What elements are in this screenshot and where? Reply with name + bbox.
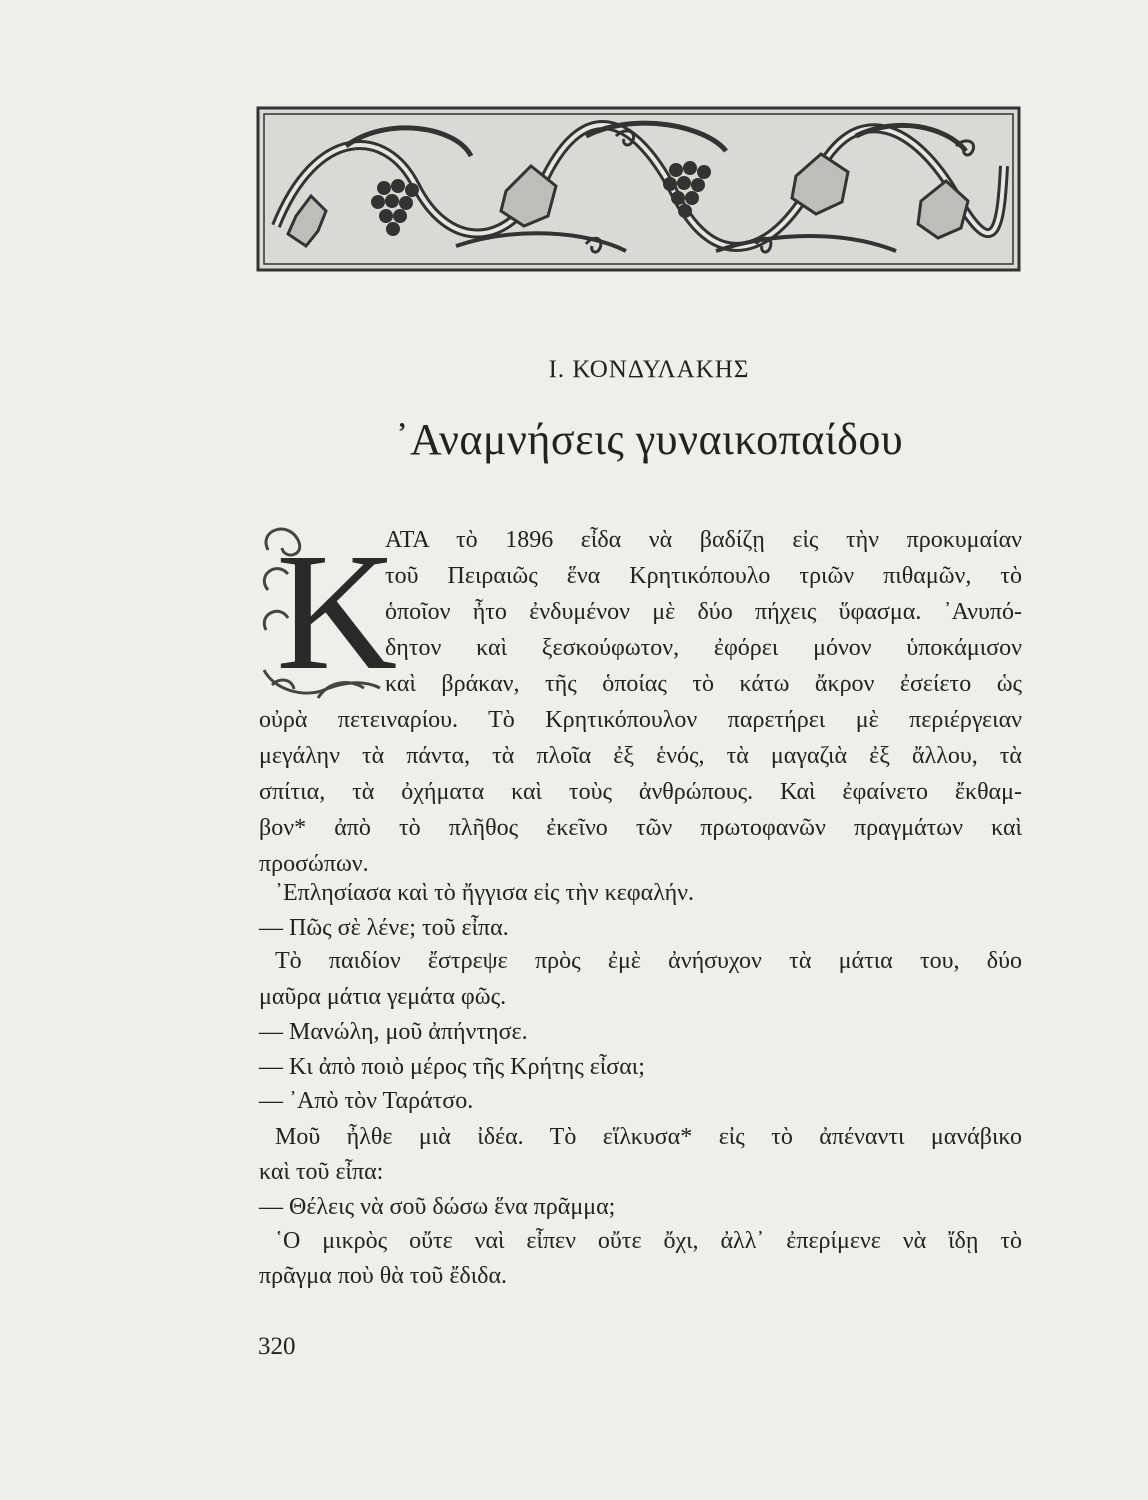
- body-line: Μοῦ ἦλθε μιὰ ἰδέα. Τὸ εἵλκυσα* εἰς τὸ ἀπέναντι μανάβικο: [275, 1124, 1022, 1150]
- vine-ornament-header: [256, 106, 1021, 272]
- body-line: ῾Ο μικρὸς οὔτε ναὶ εἶπεν οὔτε ὄχι, ἀλλ᾿ ἐπερίμενε νὰ ἴδῃ τὸ: [275, 1228, 1022, 1254]
- body-line: ὁποῖον ἦτο ἐνδυμένον μὲ δύο πήχεις ὕφασμα. ᾿Ανυπό-: [385, 599, 1022, 625]
- author-name: Ι. ΚΟΝΔΥΛΑΚΗΣ: [548, 356, 750, 383]
- body-line: — Κι ἀπὸ ποιὸ μέρος τῆς Κρήτης εἶσαι;: [259, 1054, 645, 1080]
- body-line: δητον καὶ ξεσκούφωτον, ἐφόρει μόνον ὑποκάμισον: [385, 635, 1022, 661]
- body-line: μαῦρα μάτια γεμάτα φῶς.: [259, 984, 507, 1010]
- body-line: — Πῶς σὲ λένε; τοῦ εἶπα.: [259, 915, 509, 941]
- body-line: βον* ἀπὸ τὸ πλῆθος ἐκεῖνο τῶν πρωτοφανῶν πραγμάτων καὶ: [259, 815, 1022, 841]
- body-line: οὐρὰ πετειναρίου. Τὸ Κρητικόπουλον παρετήρει μὲ περιέργειαν: [259, 707, 1022, 733]
- story-title: ᾿Αναμνήσεις γυναικοπαίδου: [394, 415, 904, 464]
- body-line: Τὸ παιδίον ἔστρεψε πρὸς ἐμὲ ἀνήσυχον τὰ μάτια του, δύο: [275, 948, 1022, 974]
- body-line: καὶ βράκαν, τῆς ὁποίας τὸ κάτω ἄκρον ἐσείετο ὡς: [385, 671, 1022, 697]
- body-line: πρᾶγμα ποὺ θὰ τοῦ ἔδιδα.: [259, 1263, 508, 1289]
- body-line: ΑΤΑ τὸ 1896 εἶδα νὰ βαδίζῃ εἰς τὴν προκυμαίαν: [385, 527, 1022, 553]
- body-line: ᾿Επλησίασα καὶ τὸ ἤγγισα εἰς τὴν κεφαλήν.: [275, 880, 695, 906]
- body-line: — Μανώλη, μοῦ ἀπήντησε.: [259, 1019, 528, 1045]
- body-line: — ᾿Απὸ τὸν Ταράτσο.: [259, 1088, 474, 1114]
- ornamental-dropcap: [258, 519, 398, 705]
- body-line: καὶ τοῦ εἶπα:: [259, 1159, 384, 1185]
- body-line: σπίτια, τὰ ὀχήματα καὶ τοὺς ἀνθρώπους. Καὶ ἐφαίνετο ἔκθαμ-: [259, 779, 1022, 805]
- body-line: — Θέλεις νὰ σοῦ δώσω ἕνα πρᾶμμα;: [259, 1194, 616, 1220]
- dropcap-letter: Κ: [276, 519, 398, 705]
- page-number: 320: [258, 1333, 296, 1360]
- body-line: προσώπων.: [259, 851, 369, 877]
- body-line: μεγάλην τὰ πάντα, τὰ πλοῖα ἐξ ἑνός, τὰ μαγαζιὰ ἐξ ἄλλου, τὰ: [259, 743, 1022, 769]
- body-line: τοῦ Πειραιῶς ἕνα Κρητικόπουλο τριῶν πιθαμῶν, τὸ: [385, 563, 1022, 589]
